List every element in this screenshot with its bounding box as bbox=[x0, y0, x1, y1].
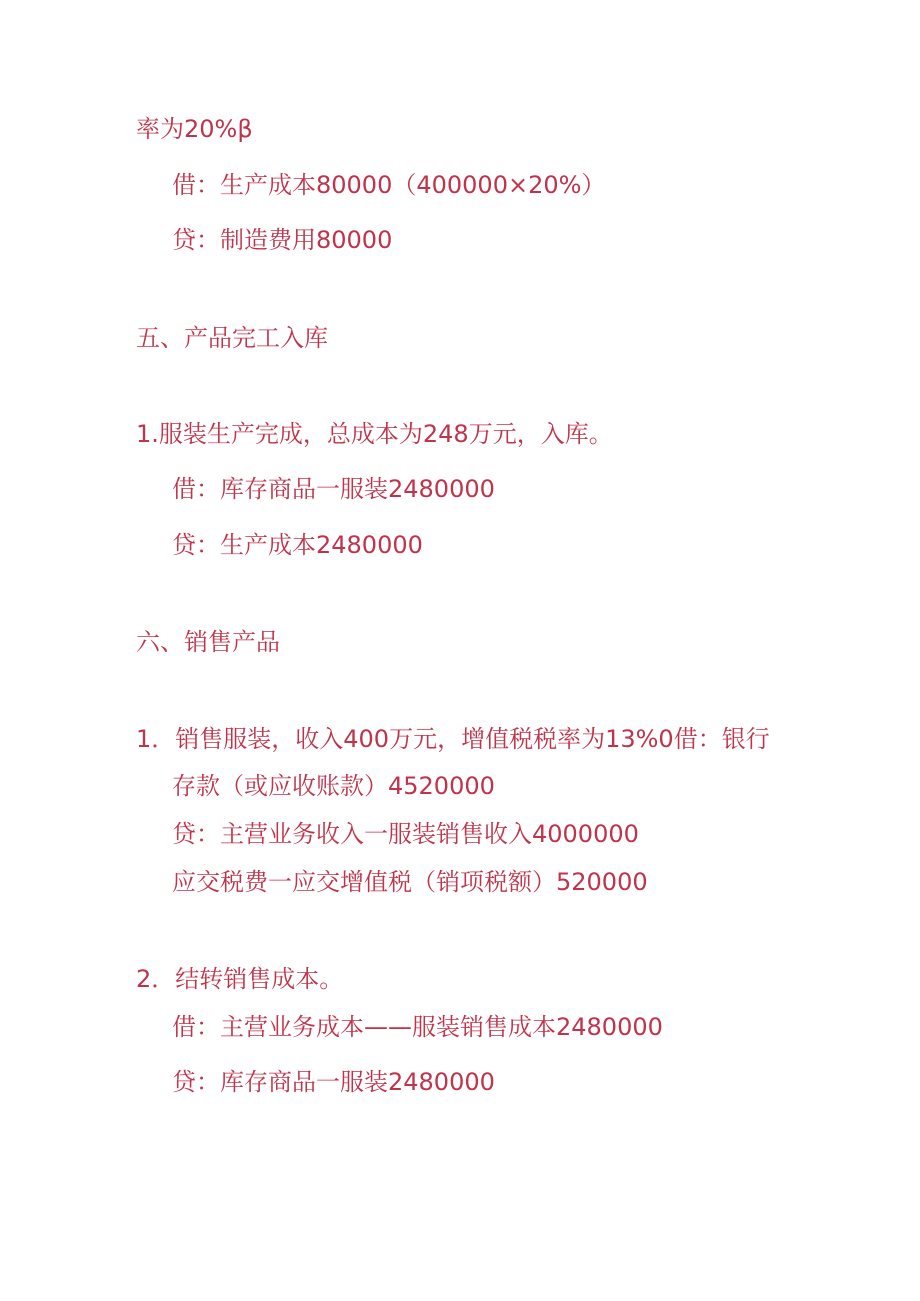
debit-production-cost: 借：生产成本80000（400000×20%） bbox=[172, 171, 606, 199]
rate-line: 率为20%β bbox=[136, 115, 253, 143]
sales-item-1-description: 1．销售服装，收入400万元，增值税税率为13%0借：银行 bbox=[136, 725, 770, 753]
debit-cost-of-sales: 借：主营业务成本——服装销售成本2480000 bbox=[172, 1013, 663, 1041]
credit-inventory: 贷：库存商品一服装2480000 bbox=[172, 1068, 495, 1096]
credit-manufacturing-overhead: 贷：制造费用80000 bbox=[172, 226, 393, 254]
sales-debit-deposit: 存款（或应收账款）4520000 bbox=[172, 772, 495, 800]
sales-item-2-description: 2．结转销售成本。 bbox=[136, 965, 344, 993]
section-heading-completion: 五、产品完工入库 bbox=[136, 324, 328, 352]
section-heading-sales: 六、销售产品 bbox=[136, 628, 280, 656]
credit-production-cost: 贷：生产成本2480000 bbox=[172, 531, 423, 559]
debit-inventory: 借：库存商品一服装2480000 bbox=[172, 475, 495, 503]
credit-revenue: 贷：主营业务收入一服装销售收入4000000 bbox=[172, 820, 639, 848]
item-1-description: 1.服装生产完成，总成本为248万元，入库。 bbox=[136, 420, 613, 448]
credit-vat-payable: 应交税费一应交增值税（销项税额）520000 bbox=[172, 868, 648, 896]
